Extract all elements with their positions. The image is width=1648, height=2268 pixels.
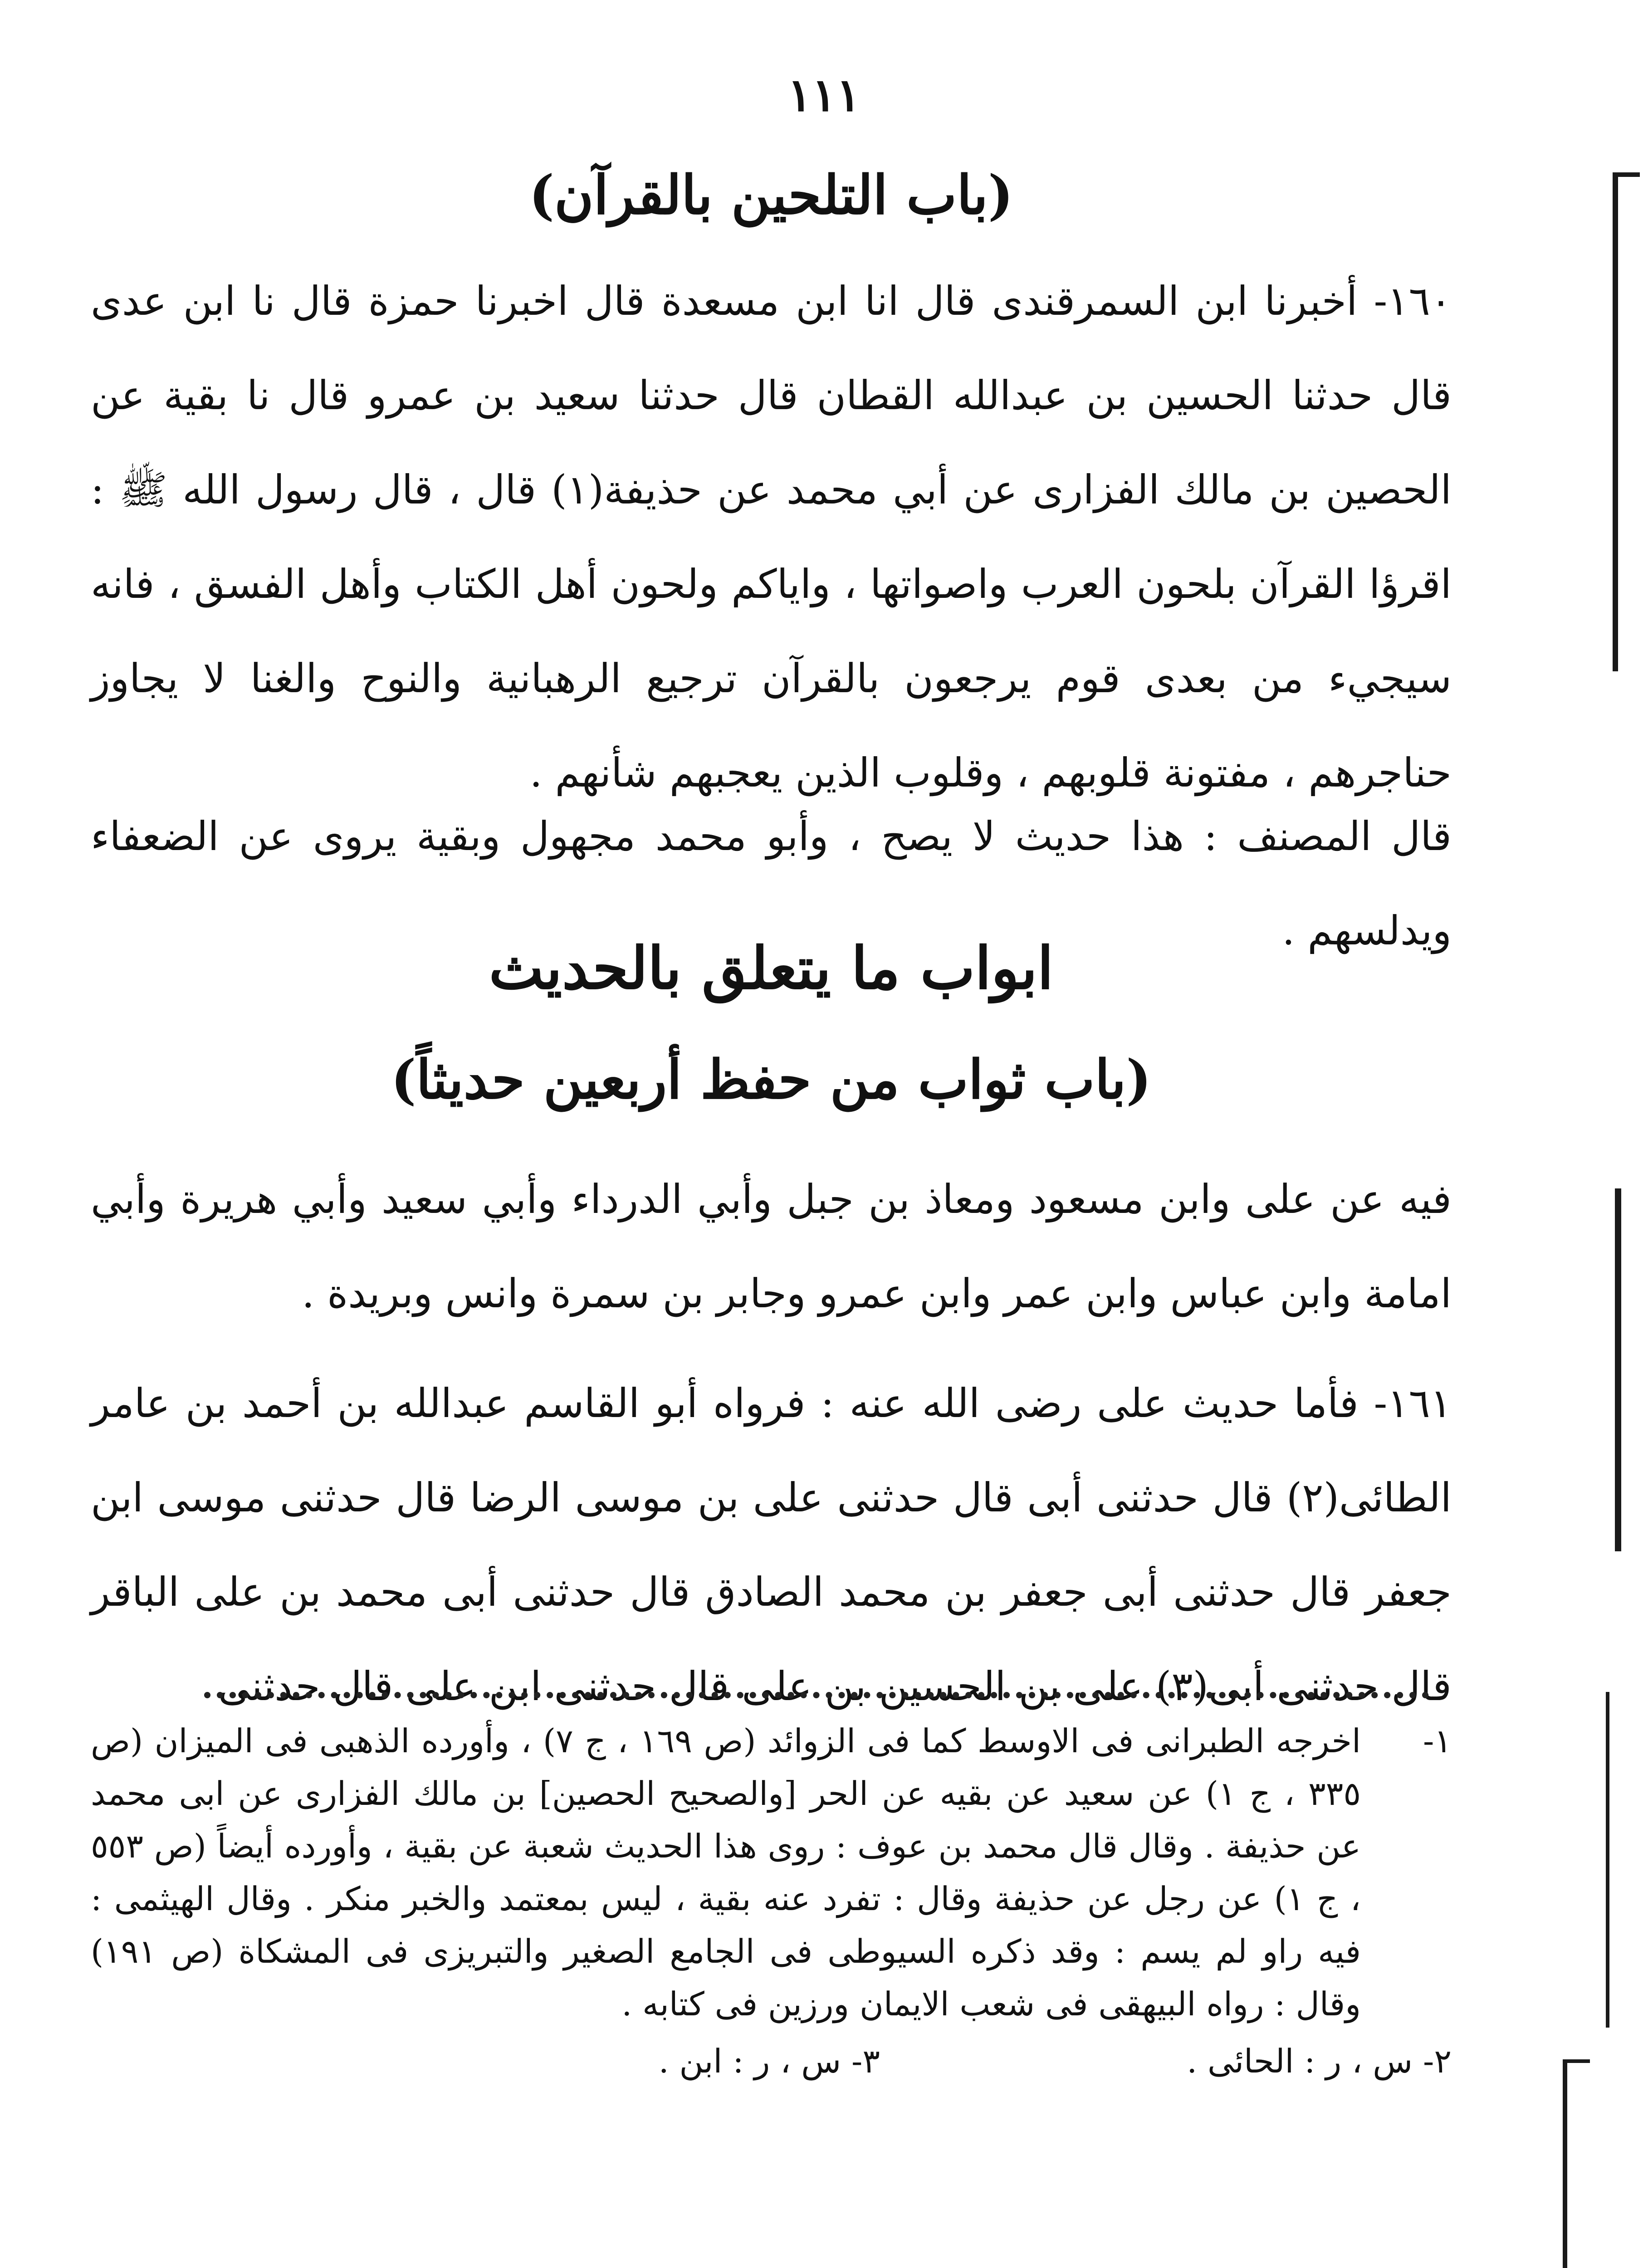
hadith-160-paragraph: ١٦٠- أخبرنا ابن السمرقندى قال انا ابن مسعدة قال اخبرنا حمزة قال نا ابن عدى قال حدثنا الحسين بن عبدالله القطان قال حدثنا سعيد بن عمرو قال نا بقية عن الحصين بن مالك الفزارى عن أبي محمد عن حذيفة(١) قال ، قال رسول الله ﷺ : اقرؤا القرآن بلحون العرب واصواتها ، واياكم ولحون أهل الكتاب وأهل الفسق ، فانه سيجيء من بعدى قوم يرجعون بالقرآن ترجيع الرهبانية والنوح والغنا لا يجاوز حناجرهم ، مفتونة قلوبهم ، وقلوب الذين يعجبهم شأنهم . (91, 278, 1452, 796)
margin-mark-middle (1615, 1188, 1621, 1551)
margin-mark-bottom (1563, 2059, 1567, 2268)
footnote-separator (204, 1692, 1429, 1698)
page-number: ١١١ (787, 68, 861, 122)
margin-mark-lower (1606, 1692, 1609, 2028)
footnote-2: ٢- س ، ر : الحائى . (1187, 2042, 1452, 2080)
part-heading-hadith: ابواب ما يتعلق بالحديث (489, 934, 1054, 1002)
narrators-list-paragraph: فيه عن على وابن مسعود ومعاذ بن جبل وأبي الدرداء وأبي سعيد وأبي هريرة وأبي امامة وابن عباس وابن عمر وابن عمرو وجابر بن سمرة وانس وبريدة . (91, 1176, 1452, 1317)
footnote-1-number: ١- (1423, 1722, 1452, 1760)
margin-mark-top (1613, 172, 1618, 671)
footnote-1 (91, 1715, 1452, 2030)
footnote-3: ٣- س ، ر : ابن . (658, 2042, 880, 2080)
margin-mark-top-tick (1613, 172, 1640, 177)
margin-mark-bottom-tick (1563, 2059, 1590, 2063)
chapter-heading-chanting: (باب التلحين بالقرآن) (529, 163, 1013, 226)
footnotes-section (91, 1715, 1452, 2087)
chapter-heading-forty-hadith: (باب ثواب من حفظ أربعين حديثاً) (391, 1048, 1152, 1111)
author-comment-paragraph: قال المصنف : هذا حديث لا يصح ، وأبو محمد مجهول وبقية يروى عن الضعفاء ويدلسهم . (91, 813, 1452, 954)
footnotes-2-3-row (91, 2035, 1452, 2087)
hadith-161-paragraph: ١٦١- فأما حديث على رضى الله عنه : فرواه أبو القاسم عبدالله بن أحمد بن عامر الطائى(٢) قال حدثنى أبى قال حدثنى على بن موسى الرضا قال حدثنى موسى ابن جعفر قال حدثنى أبى جعفر بن محمد الصادق قال حدثنى أبى محمد بن على الباقر قال حدثنى أبى(٣) على بن الحسين بن على قال حدثنى ابن على قال حدثنى (91, 1380, 1452, 1710)
footnote-1-text: اخرجه الطبرانى فى الاوسط كما فى الزوائد (ص ١٦٩ ، ج ٧) ، وأورده الذهبى فى الميزان (ص ٣٣٥ ، ج ١) عن سعيد عن بقيه عن الحر [والصحيح الحصين] بن مالك الفزارى عن ابى محمد عن حذيفة . وقال قال محمد بن عوف : روى هذا الحديث شعبة عن بقية ، وأورده أيضاً (ص ٥٥٣ ، ج ١) عن رجل عن حذيفة وقال : تفرد عنه بقية ، ليس بمعتمد والخبر منكر . وقال الهيثمى : فيه راو لم يسم : وقد ذكره السيوطى فى الجامع الصغير والتبريزى فى المشكاة (ص ١٩١) وقال : رواه البيهقى فى شعب الايمان ورزين فى كتابه . (91, 1722, 1361, 2023)
